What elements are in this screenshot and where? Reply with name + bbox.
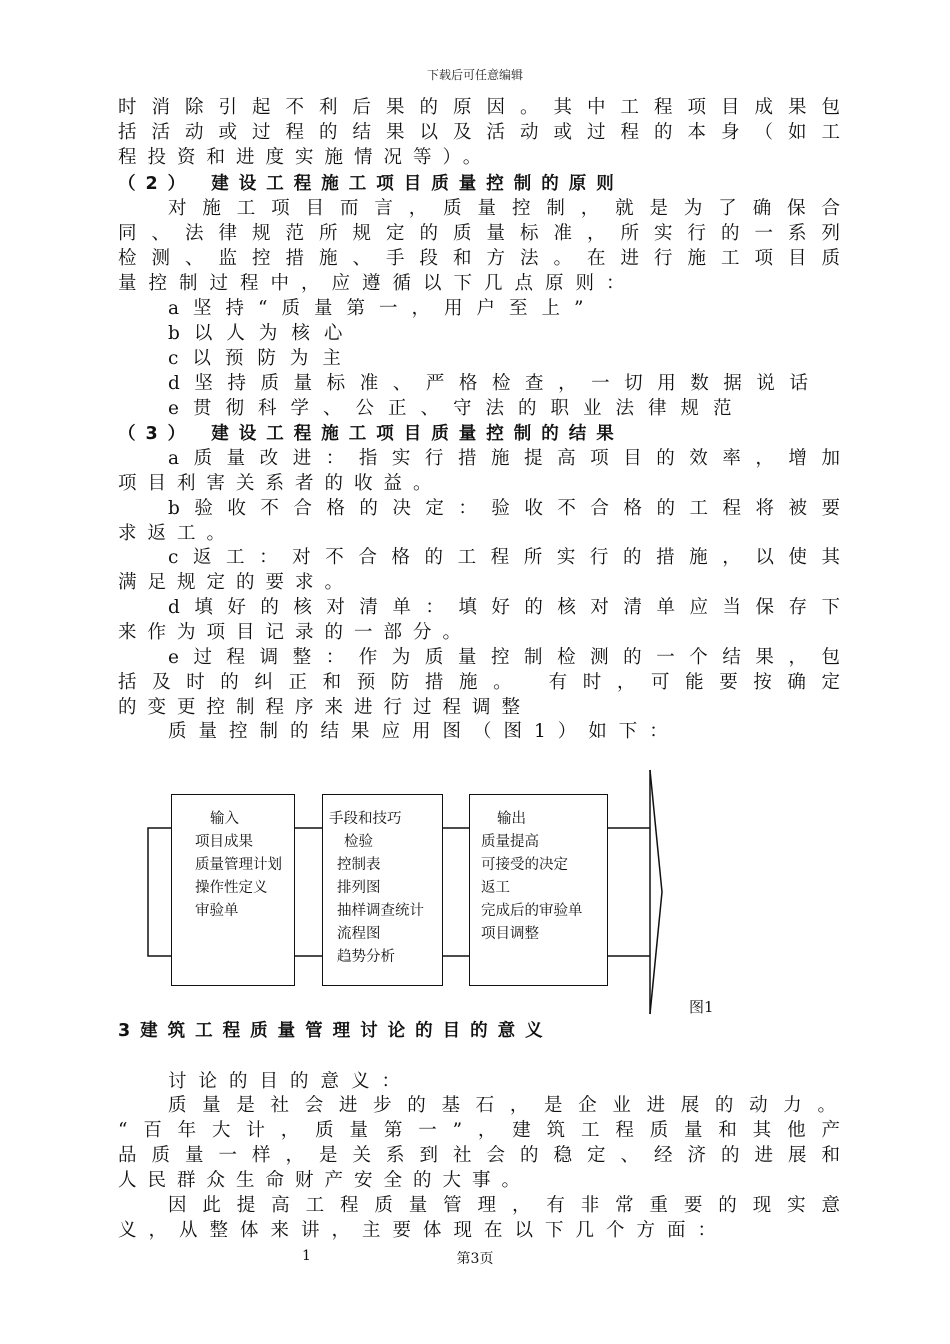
paragraph-line: “百年大计，质量第一”，建筑工程质量和其他产 — [118, 1120, 840, 1141]
output-item: 完成后的审验单 — [481, 903, 583, 919]
tools-item: 抽样调查统计 — [337, 903, 424, 919]
tools-item: 流程图 — [337, 926, 381, 942]
paragraph-line: e过程调整：作为质量控制检测的一个结果，包 — [168, 647, 840, 668]
tools-title: 手段和技巧 — [329, 811, 402, 827]
list-item: e贯彻科学、公正、守法的职业法律规范 — [168, 398, 746, 419]
paragraph-line: 量控制过程中，应遵循以下几点原则： — [118, 273, 637, 294]
tools-box — [322, 794, 443, 986]
list-item: c以预防为主 — [168, 348, 355, 369]
paragraph-line: 括活动或过程的结果以及活动或过程的本身（如工 — [118, 122, 840, 143]
paragraph-line: d填好的核对清单：填好的核对清单应当保存下 — [168, 597, 840, 618]
output-item: 可接受的决定 — [481, 857, 568, 873]
input-item: 项目成果 — [195, 834, 253, 850]
list-item: a坚持“质量第一，用户至上” — [168, 298, 598, 319]
section-heading: （3） 建设工程施工项目质量控制的结果 — [118, 424, 624, 444]
input-box — [171, 794, 295, 986]
output-box — [469, 794, 608, 986]
input-item: 审验单 — [195, 903, 239, 919]
section-heading: （2） 建设工程施工项目质量控制的原则 — [118, 174, 624, 194]
output-item: 返工 — [481, 880, 510, 896]
paragraph-line: 程投资和进度实施情况等）。 — [118, 147, 493, 168]
figure-label: 图1 — [689, 998, 714, 1016]
input-item: 质量管理计划 — [195, 857, 282, 873]
footer-number: 1 — [302, 1248, 311, 1264]
paragraph-line: 的变更控制程序来进行过程调整 — [118, 697, 532, 718]
quality-control-diagram — [146, 768, 766, 1018]
list-item: b以人为核心 — [168, 323, 357, 344]
section-heading: 3建筑工程质量管理讨论的目的意义 — [118, 1021, 553, 1041]
paragraph-line: 质量是社会进步的基石，是企业进展的动力。 — [168, 1095, 836, 1116]
output-title: 输出 — [497, 811, 526, 827]
input-item: 操作性定义 — [195, 880, 268, 896]
tools-item: 控制表 — [337, 857, 381, 873]
page-number: 第3页 — [456, 1251, 494, 1267]
paragraph-line: 来作为项目记录的一部分。 — [118, 622, 473, 643]
tools-item: 检验 — [344, 834, 373, 850]
paragraph-line: 对施工项目而言，质量控制，就是为了确保合 — [168, 198, 840, 219]
paragraph-line: 人民群众生命财产安全的大事。 — [118, 1170, 532, 1191]
paragraph-line: 讨论的目的意义： — [168, 1071, 413, 1092]
paragraph-line: 品质量一样，是关系到社会的稳定、经济的进展和 — [118, 1145, 840, 1166]
paragraph-line: 同、法律规范所规定的质量标准，所实行的一系列 — [118, 223, 840, 244]
paragraph-line: c返工：对不合格的工程所实行的措施，以使其 — [168, 547, 840, 568]
paragraph-line: 质量控制的结果应用图（图1）如下： — [168, 721, 680, 742]
paragraph-line: 因此提高工程质量管理，有非常重要的现实意 — [168, 1195, 840, 1216]
paragraph-line: a质量改进：指实行措施提高项目的效率，增加 — [168, 448, 840, 469]
paragraph-line: 检测、监控措施、手段和方法。在进行施工项目质 — [118, 248, 840, 269]
paragraph-line: 满足规定的要求。 — [118, 572, 355, 593]
tools-item: 趋势分析 — [337, 949, 395, 965]
tools-item: 排列图 — [337, 880, 381, 896]
paragraph-line: 括及时的纠正和预防措施。 有时，可能要按确定 — [118, 672, 840, 693]
page-header: 下载后可任意编辑 — [426, 68, 523, 82]
output-item: 项目调整 — [481, 926, 539, 942]
paragraph-line: 求返工。 — [118, 523, 237, 544]
input-title: 输入 — [210, 811, 239, 827]
list-item: d坚持质量标准、严格检查，一切用数据说话 — [168, 373, 808, 394]
paragraph-line: b验收不合格的决定：验收不合格的工程将被要 — [168, 498, 840, 519]
paragraph-line: 项目利害关系者的收益。 — [118, 473, 443, 494]
paragraph-line: 义，从整体来讲，主要体现在以下几个方面： — [118, 1220, 729, 1241]
paragraph-line: 时消除引起不利后果的原因。其中工程项目成果包 — [118, 97, 840, 118]
output-item: 质量提高 — [481, 834, 539, 850]
